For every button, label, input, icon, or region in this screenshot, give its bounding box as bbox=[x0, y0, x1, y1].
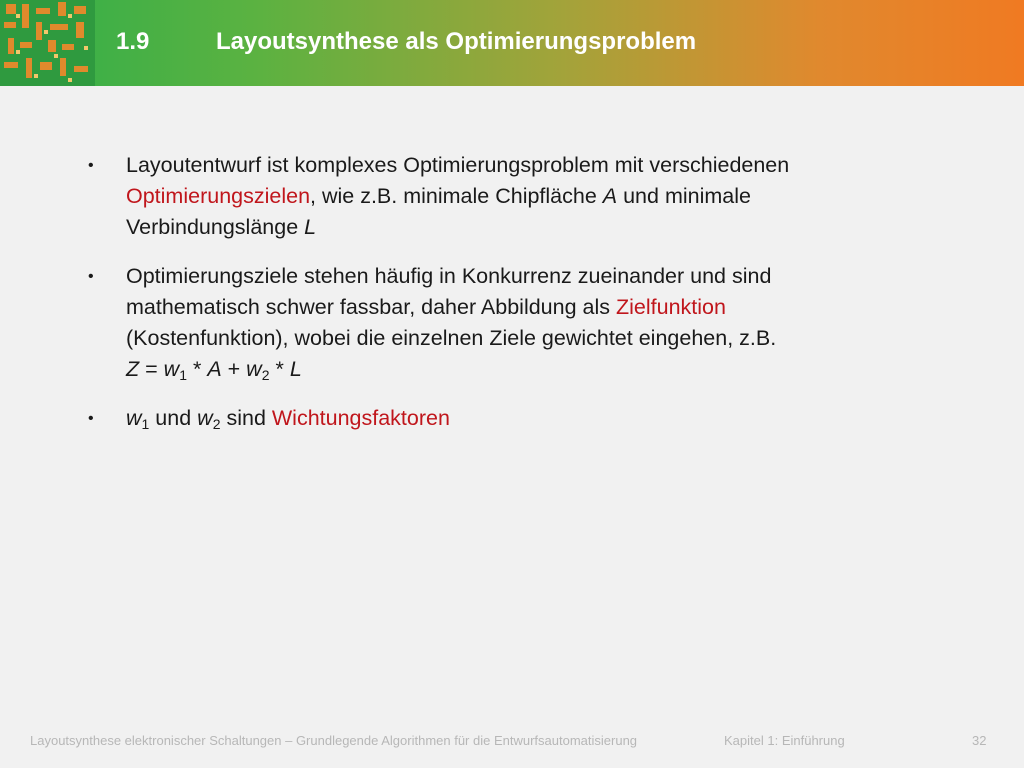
bullet-text: Layoutentwurf ist komplexes Optimierungsproblem mit verschiedenen bbox=[126, 153, 790, 177]
page-number: 32 bbox=[972, 733, 987, 748]
circuit-board-logo bbox=[0, 0, 95, 86]
subscript: 1 bbox=[179, 367, 187, 383]
variable: L bbox=[304, 215, 317, 239]
bullet-text: sind bbox=[220, 406, 272, 430]
formula bbox=[126, 357, 302, 381]
bullet-text: und bbox=[149, 406, 198, 430]
variable: w bbox=[163, 357, 180, 381]
subscript: 2 bbox=[212, 416, 221, 432]
circuit-pattern-icon bbox=[0, 0, 95, 86]
bullet-item bbox=[88, 403, 888, 434]
bullet-item bbox=[88, 150, 888, 243]
section-title: Layoutsynthese als Optimierungsproblem bbox=[216, 28, 697, 55]
bullet-text: Optimierungsziele stehen häufig in Konkurrenz zueinander und sind mathematisch schwer fassbar, daher Abbildung als bbox=[126, 264, 772, 319]
variable: A bbox=[207, 357, 222, 381]
variable: w bbox=[246, 357, 262, 381]
highlight-term: Optimierungszielen bbox=[126, 184, 311, 208]
highlight-term: Zielfunktion bbox=[616, 295, 726, 319]
bullet-icon: • bbox=[88, 157, 94, 174]
subscript: 2 bbox=[261, 367, 270, 383]
highlight-term: Wichtungsfaktoren bbox=[271, 406, 450, 430]
bullet-icon: • bbox=[88, 410, 94, 427]
variable: A bbox=[602, 184, 618, 208]
operator: * bbox=[269, 357, 290, 381]
bullet-text: , wie z.B. minimale Chipfläche bbox=[310, 184, 603, 208]
variable: w bbox=[197, 406, 213, 430]
operator: * bbox=[186, 357, 208, 381]
section-number: 1.9 bbox=[116, 28, 150, 55]
bullet-item bbox=[88, 261, 888, 385]
variable: w bbox=[126, 406, 142, 430]
slide-header bbox=[0, 0, 1024, 86]
operator: = bbox=[139, 357, 164, 381]
operator: + bbox=[221, 357, 247, 381]
subscript: 1 bbox=[141, 416, 150, 432]
bullet-icon: • bbox=[88, 268, 94, 285]
footer-course-title: Layoutsynthese elektronischer Schaltungen – Grundlegende Algorithmen für die Entwurfsautomatisierung bbox=[30, 733, 638, 748]
footer-chapter: Kapitel 1: Einführung bbox=[724, 733, 845, 748]
bullet-text: (Kostenfunktion), wobei die einzelnen Ziele gewichtet eingehen, z.B. bbox=[126, 326, 777, 350]
bullet-text: und minimale Verbindungslänge bbox=[126, 184, 751, 239]
page-title bbox=[116, 28, 696, 56]
variable: Z bbox=[126, 357, 140, 381]
variable: L bbox=[289, 357, 302, 381]
bullet-list bbox=[88, 150, 888, 452]
